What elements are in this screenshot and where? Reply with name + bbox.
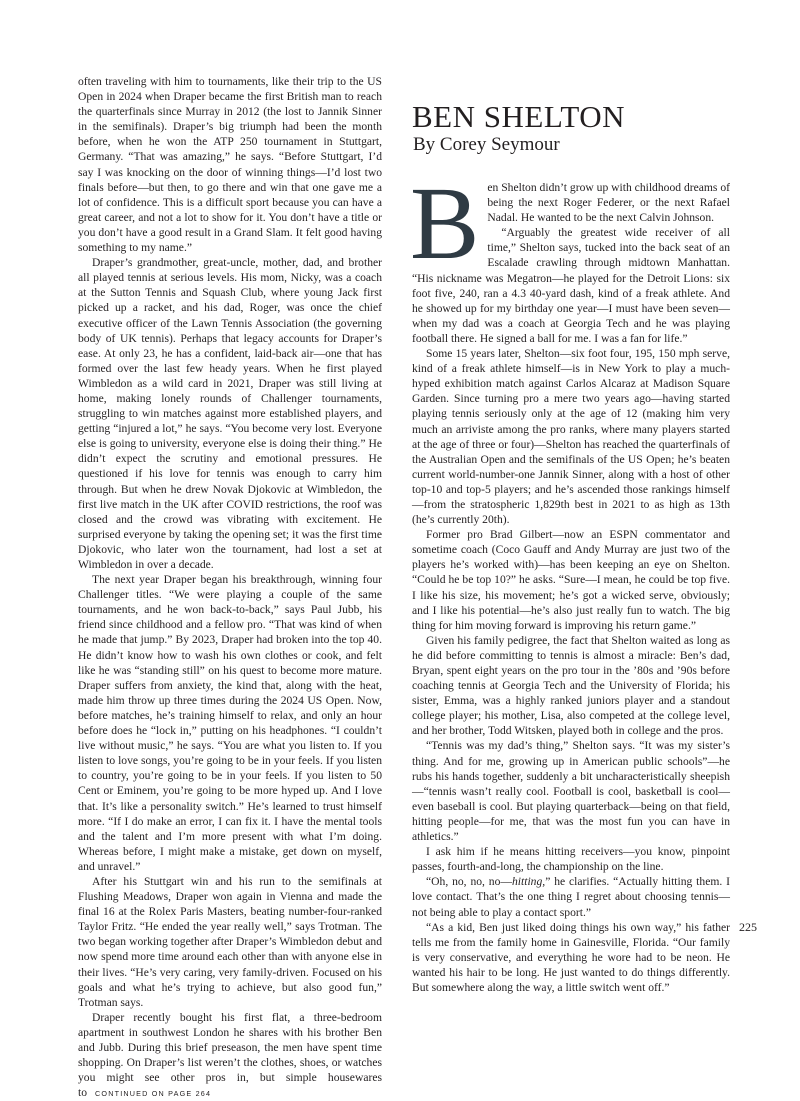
paragraph-with-jump bbox=[78, 1010, 382, 1101]
paragraph: The next year Draper began his breakthrough, winning four Challenger titles. “We were playing a couple of the same tournaments, and he won back-to-back,” says Paul Jubb, his friend since childhood and a fellow pro. “That was kind of when he made that jump.” By 2023, Draper had broken into the top 40. He didn’t know how to wash his own clothes or cook, and felt like he was “standing still” on his quest to become more mature. Draper suffers from anxiety, the kind that, along with the heat, made him throw up three times during the 2024 US Open. Now, before matches, he’s training himself to relax, and only an hour before does he “lock in,” putting on his headphones. “I couldn’t live without music,” he says. “You are what you listen to. If you listen to love songs, you’re going to be in your feels. If you listen to country, you’re going to be in your feels. If you listen to 50 Cent or Eminem, you’re going to be more hyped up. And I love that. It’s like a personality switch.” He’s learned to trust himself more. “If I do make an error, I can fix it. I have the mental tools and the talent and I’m more present with what I’m doing. Whereas before, I might make a mistake, get down on myself, and unravel.” bbox=[78, 573, 382, 873]
paragraph bbox=[412, 874, 730, 919]
paragraph: I ask him if he means hitting receivers—you know, pinpoint passes, fourth-and-long, the championship on the line. bbox=[412, 845, 730, 874]
lead-text: en Shelton didn’t grow up with childhood dreams of being the next Roger Federer, or the next Rafael Nadal. He wanted to be the next Calvin Johnson. bbox=[487, 181, 730, 225]
paragraph: Draper’s grandmother, great-uncle, mother, dad, and brother all played tennis at serious levels. His mom, Nicky, was a coach at the Sutton Tennis and Squash Club, where young Jack first picked up a racket, and his dad, Roger, was once the chief executive officer of the Lawn Tennis Association (the governing body of UK tennis). Perhaps that legacy accounts for Draper’s ease. At only 23, he has a confident, laid-back air—one that has formed over the last few heady years. When he first played Wimbledon as a wild card in 2021, Draper was still living at home, making lonely rounds of Challenger tournaments, struggling to win matches against more established players, and getting “injured a lot,” he says. “You become very lost. Everyone else is going to university, everyone else is doing their thing.” He didn’t expect the scrutiny and emotional pressures. He questioned if his love for tennis was enough to carry him through. But when he drew Novak Djokovic at Wimbledon, the first live match in the UK after COVID restrictions, the roof was closed and the crowd was vibrating with excitement. He surprised everyone by taking the opening set; it was the first time Djokovic, who later won the tournament, had lost a set at Wimbledon in over a decade. bbox=[78, 256, 382, 571]
paragraph: Some 15 years later, Shelton—six foot four, 195, 150 mph serve, kind of a freak athlete himself—is in New York to play a much-hyped exhibition match against Carlos Alcaraz at Madison Square Garden. Since turning pro a mere two years ago—having started playing tennis seriously only at the age of 12 (making him very much an arriviste among the pro ranks, where many players started at the age of three or four)—Shelton has reached the quarterfinals of the Australian Open and the semifinals of the US Open; he’s beaten current world-number-one Jannik Sinner, along with a host of other top-10 and top-5 players; and he’s ascended those rankings himself—from the stratospheric 1,829th best in 2021 to as high as 13th (he’s currently 20th). bbox=[412, 347, 730, 527]
paragraph: After his Stuttgart win and his run to the semifinals at Flushing Meadows, Draper won again in Vienna and made the final 16 at the Rolex Paris Masters, beating number-four-ranked Taylor Fritz. “He ended the year really well,” says Trotman. The two began working together after Draper’s Wimbledon debut and now spend more time around each other than with anyone else in their lives. “He’s very caring, very family-driven. Focused on his goals and what he’s trying to achieve, but also good fun,” Trotman says. bbox=[78, 874, 382, 1009]
paragraph: often traveling with him to tournaments, like their trip to the US Open in 2024 when Draper became the first British man to reach the quarterfinals since Murray in 2012 (the lost to Jannik Sinner in the semifinals). Draper’s big triumph had been the month before, when he won the ATP 250 tournament in Stuttgart, Germany. “That was amazing,” he says. “Before Stuttgart, I’d say I was knocking on the door of winning things—I’d lost two finals before—but then, to go there and win that one gave me a lot of confidence. This is a difficult sport because you can have a great career, and not a lot to show for it. You don’t have a title or you don’t have a good result in a Grand Slam. It felt good having something to my name.” bbox=[78, 75, 382, 255]
article-title: BEN SHELTON bbox=[412, 99, 626, 134]
paragraph-text: ” he clarifies. “Actually hitting them. I love contact. That’s the one thing I regret about choosing tennis—not being able to play a contact sport.” bbox=[412, 875, 730, 919]
paragraph: “As a kid, Ben just liked doing things his own way,” his father tells me from the family home in Gainesville, Florida. “Our family is very conservative, and everything he wore had to be neon. He wanted his hair to be long. He just wanted to do things differently. But somewhere along the way, a little switch went off.” bbox=[412, 920, 730, 994]
paragraph: Given his family pedigree, the fact that Shelton waited as long as he did before committing to tennis is almost a miracle: Ben’s dad, Bryan, spent eight years on the pro tour in the ’80s and ’90s before coaching tennis at Georgia Tech and the University of Florida; his sister, Emma, was a highly ranked juniors player and a standout college player; his mother, Lisa, also competed at the college level, and her brother, Todd Witsken, played both in college and the pros. bbox=[412, 633, 730, 738]
paragraph: “Tennis was my dad’s thing,” Shelton says. “It was my sister’s thing. And for me, growing up in American public schools”—he rubs his hands together, suddenly a bit uncharacteristically sheepish—“tennis wasn’t really cool. Football is cool, basketball is cool—even baseball is cool. But playing quarterback—being on that field, hitting people—for me, that was the most fun you can have in athletics.” bbox=[412, 739, 730, 844]
paragraph-text: Draper recently bought his first flat, a three-bedroom apartment in southwest London he shares with his brother Ben and Jubb. During this brief preseason, the men have spent time shopping. On Draper’s list weren’t the clothes, shoes, or watches you might see other pros in, but simple housewares to bbox=[78, 1010, 382, 1100]
drop-cap: B bbox=[410, 166, 480, 281]
emphasis-text: hitting, bbox=[512, 875, 546, 889]
paragraph: Former pro Brad Gilbert—now an ESPN commentator and sometime coach (Coco Gauff and Andy Murray are just two of the players he’s worked with)—has been keeping an eye on Shelton. “Could he be top 10?” he asks. “Sure—I mean, he could be top five. I like his size, his movement; he’s got a wicked serve, obviously; and I like his potential—he’s also just really fun to watch. The big thing for him moving forward is improving his return game.” bbox=[412, 528, 730, 632]
left-column bbox=[78, 74, 382, 1101]
paragraph: “Arguably the greatest wide receiver of all time,” Shelton says, tucked into the back seat of an Escalade crawling through midtown Manhattan. “His nickname was Megatron—he played for the Detroit Lions: six foot five, 240, ran a 4.3 40-yard dash, kind of a freak athlete. And he showed up for my birthday one year—I must have been seven—when my dad was a coach at Georgia Tech and he was playing football there. He signed a ball for me. I was a fan for life.” bbox=[412, 226, 730, 345]
right-column bbox=[410, 166, 730, 995]
continued-on-link[interactable]: CONTINUED ON PAGE 264 bbox=[95, 1089, 212, 1099]
lead-paragraph bbox=[410, 166, 730, 281]
paragraph-text: “Oh, no, no, no— bbox=[426, 875, 512, 889]
byline: By Corey Seymour bbox=[413, 134, 560, 155]
page-number: 225 bbox=[739, 920, 757, 934]
